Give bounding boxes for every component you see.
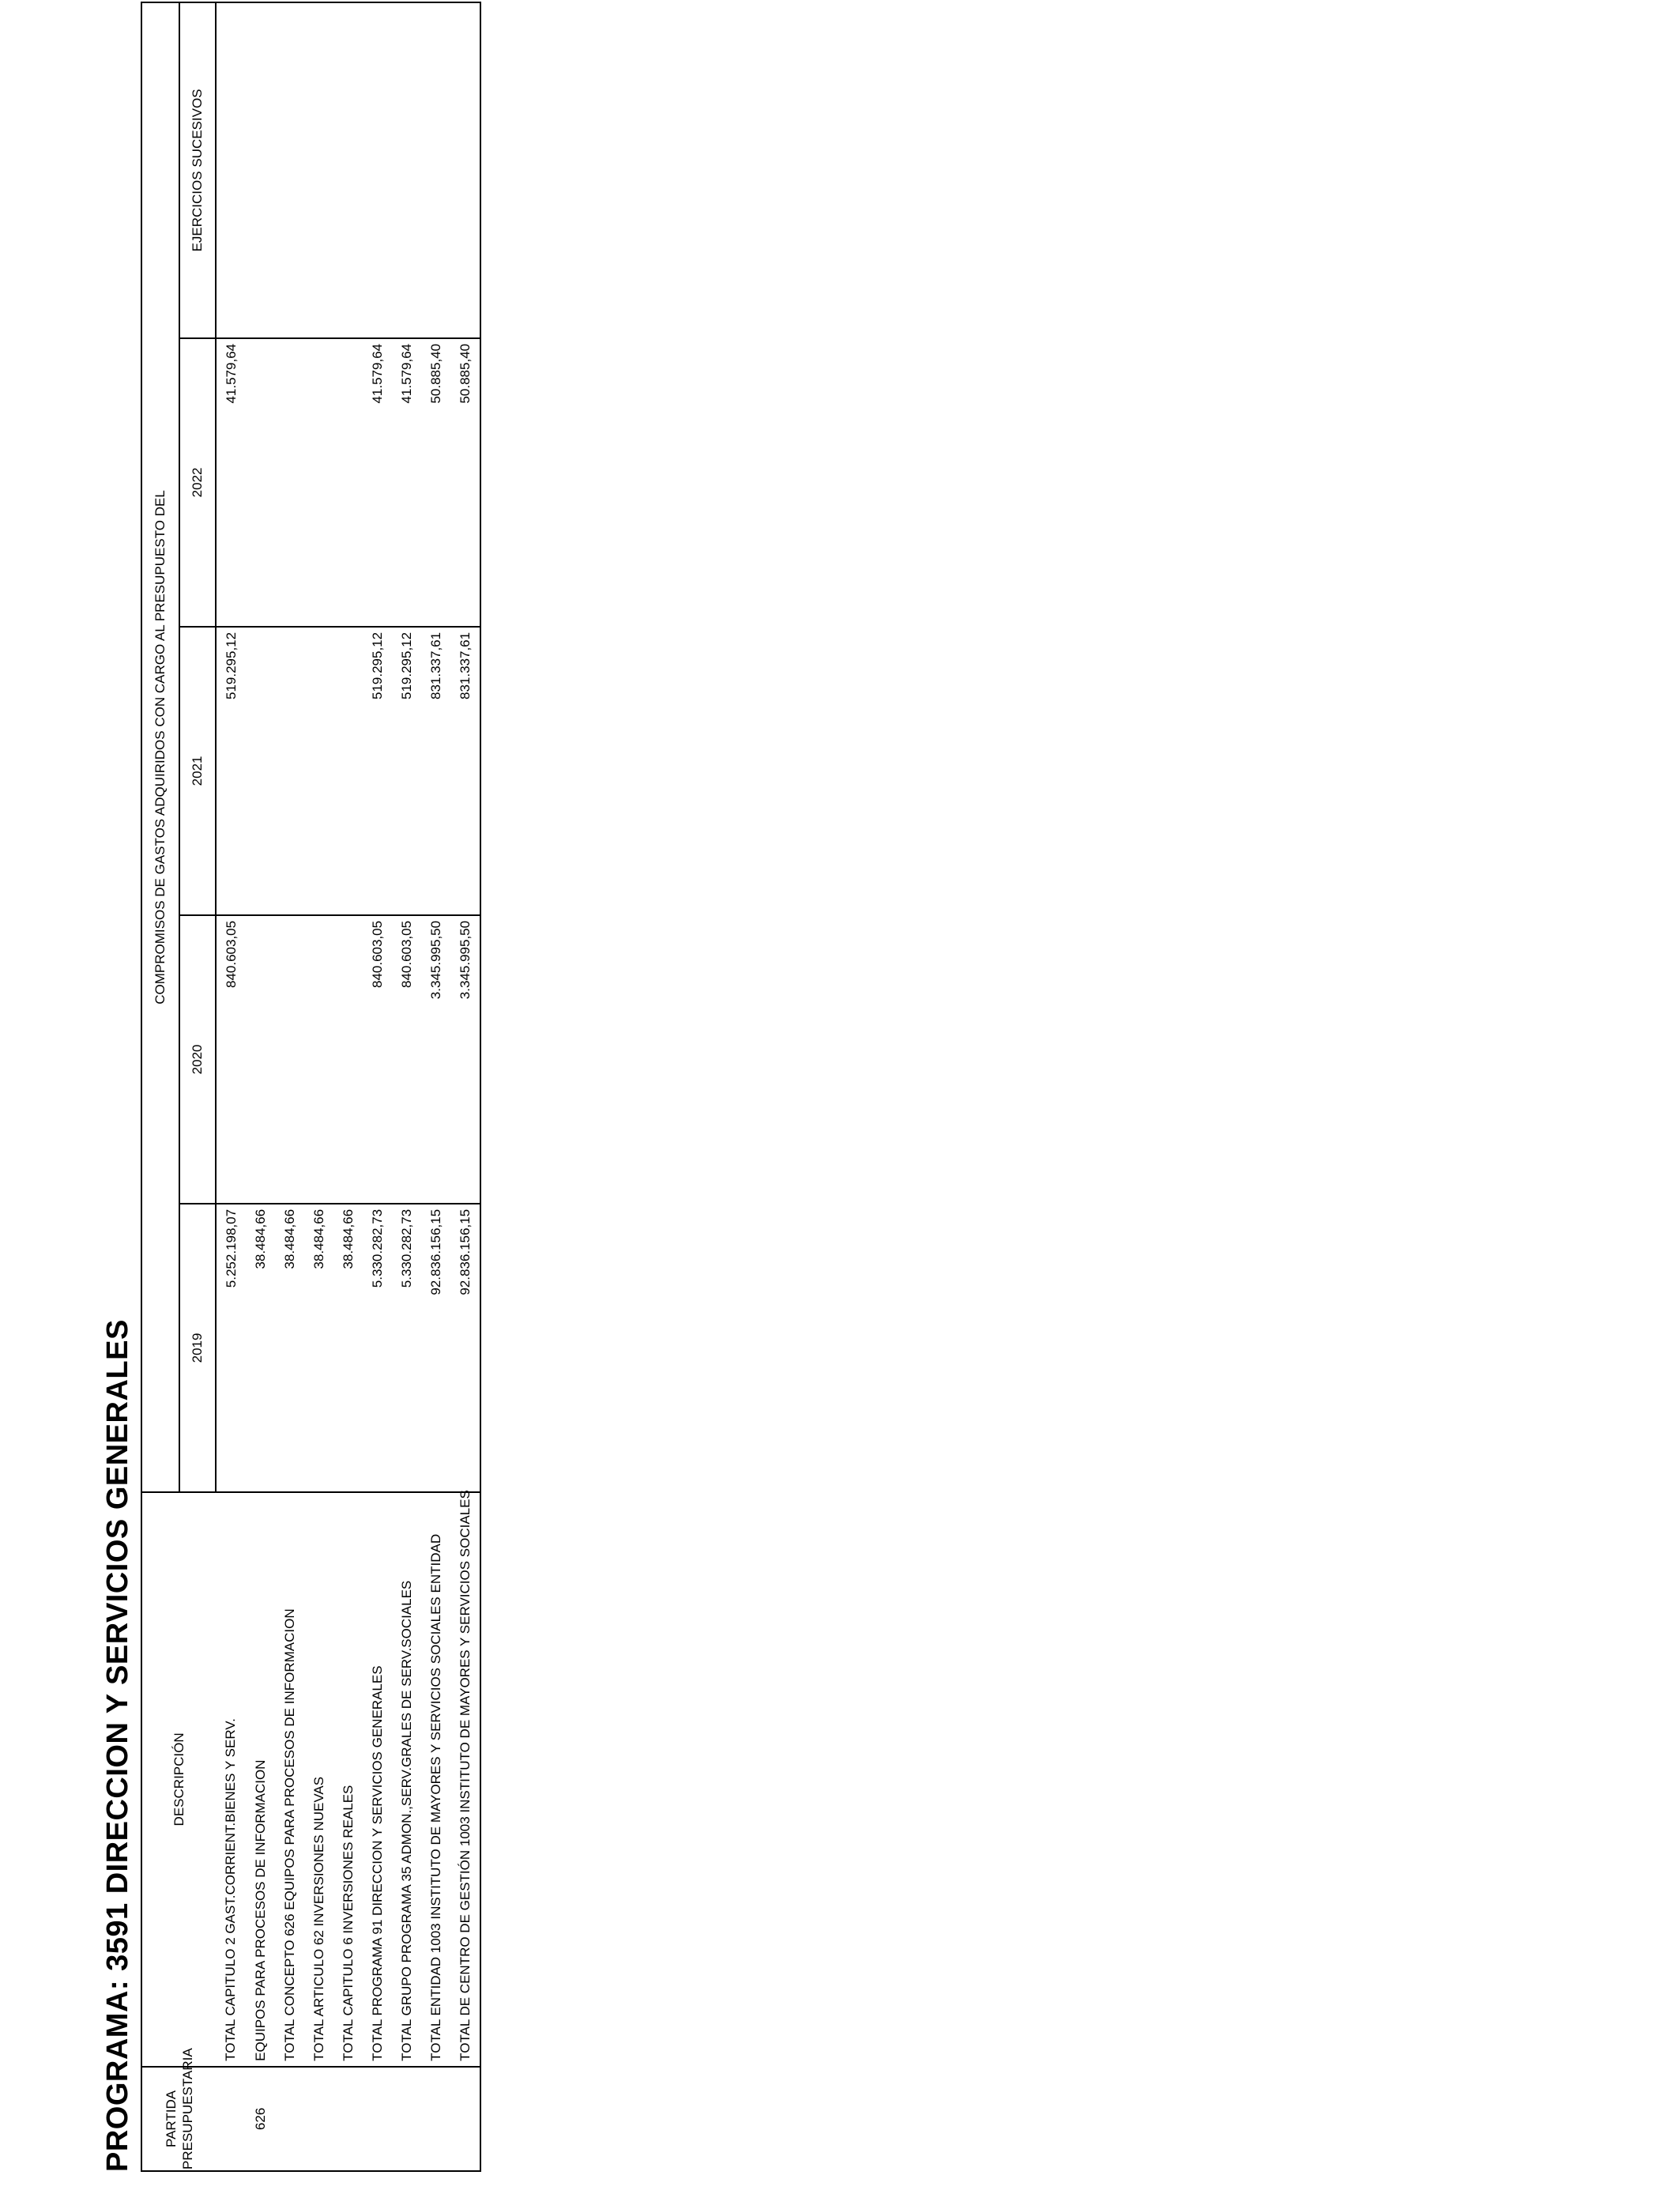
cell-2020 [275,915,304,1204]
cell-partida [450,2067,480,2171]
cell-descripcion: TOTAL GRUPO PROGRAMA 35 ADMON.,SERV.GRALES DE SERV.SOCIALES [392,1492,421,2067]
table-row [246,2,275,2171]
table-row [333,2,363,2171]
cell-sucesivos [363,2,392,338]
header-year-2022: 2022 [179,338,216,627]
table-body [216,2,480,2171]
cell-2020: 3.345.995,50 [421,915,450,1204]
cell-descripcion: TOTAL PROGRAMA 91 DIRECCION Y SERVICIOS GENERALES [363,1492,392,2067]
cell-2021: 519.295,12 [392,627,421,915]
cell-sucesivos [304,2,333,338]
cell-2022 [333,338,363,627]
cell-partida [216,2067,246,2171]
cell-2021: 831.337,61 [421,627,450,915]
cell-2020 [304,915,333,1204]
cell-2021: 519.295,12 [216,627,246,915]
header-year-2021: 2021 [179,627,216,915]
header-partida [141,2048,216,2171]
cell-2021 [333,627,363,915]
budget-table [141,2,481,2172]
cell-descripcion: TOTAL CAPITULO 2 GAST.CORRIENT.BIENES Y SERV. [216,1492,246,2067]
cell-partida: 626 [246,2067,275,2171]
page-title: PROGRAMA: 3591 DIRECCION Y SERVICIOS GENERALES [101,1319,134,2172]
header-ejercicios-sucesivos: EJERCICIOS SUCESIVOS [179,2,216,338]
cell-sucesivos [275,2,304,338]
cell-2020 [246,915,275,1204]
cell-2019: 92.836.156,15 [450,1204,480,1492]
cell-2021 [246,627,275,915]
cell-descripcion: TOTAL ENTIDAD 1003 INSTITUTO DE MAYORES Y SERVICIOS SOCIALES ENTIDAD [421,1492,450,2067]
cell-2021: 519.295,12 [363,627,392,915]
cell-2019: 5.252.198,07 [216,1204,246,1492]
header-partida-line1: PARTIDA [163,2090,179,2147]
cell-2021: 831.337,61 [450,627,480,915]
cell-sucesivos [246,2,275,338]
cell-2022: 41.579,64 [363,338,392,627]
table-row [392,2,421,2171]
cell-descripcion: TOTAL CAPITULO 6 INVERSIONES REALES [333,1492,363,2067]
cell-2022: 41.579,64 [216,338,246,627]
table-row [363,2,392,2171]
cell-2019: 5.330.282,73 [392,1204,421,1492]
cell-2022 [275,338,304,627]
cell-sucesivos [392,2,421,338]
cell-2020 [333,915,363,1204]
cell-descripcion: EQUIPOS PARA PROCESOS DE INFORMACION [246,1492,275,2067]
cell-partida [304,2067,333,2171]
header-year-2020: 2020 [179,915,216,1204]
cell-2019: 5.330.282,73 [363,1204,392,1492]
header-descripcion: DESCRIPCIÓN [141,1492,216,2067]
cell-2019: 92.836.156,15 [421,1204,450,1492]
cell-2021 [304,627,333,915]
cell-2022: 50.885,40 [421,338,450,627]
cell-2019: 38.484,66 [246,1204,275,1492]
table-row [275,2,304,2171]
table-row [450,2,480,2171]
cell-2022: 50.885,40 [450,338,480,627]
cell-2019: 38.484,66 [275,1204,304,1492]
cell-2021 [275,627,304,915]
cell-descripcion: TOTAL CONCEPTO 626 EQUIPOS PARA PROCESOS DE INFORMACION [275,1492,304,2067]
cell-2020: 840.603,05 [392,915,421,1204]
cell-2020: 840.603,05 [363,915,392,1204]
cell-2020: 3.345.995,50 [450,915,480,1204]
cell-2020: 840.603,05 [216,915,246,1204]
cell-descripcion: TOTAL DE CENTRO DE GESTIÓN 1003 INSTITUTO DE MAYORES Y SERVICIOS SOCIALES [450,1492,480,2067]
cell-partida [333,2067,363,2171]
cell-2019: 38.484,66 [304,1204,333,1492]
cell-partida [363,2067,392,2171]
header-year-2019: 2019 [179,1204,216,1492]
cell-2022: 41.579,64 [392,338,421,627]
cell-sucesivos [333,2,363,338]
cell-sucesivos [216,2,246,338]
cell-2019: 38.484,66 [333,1204,363,1492]
table-row [304,2,333,2171]
cell-2022 [246,338,275,627]
cell-sucesivos [421,2,450,338]
cell-2022 [304,338,333,627]
table-row [216,2,246,2171]
cell-descripcion: TOTAL ARTICULO 62 INVERSIONES NUEVAS [304,1492,333,2067]
header-partida-line2: PRESUPUESTARIA [179,2048,195,2169]
cell-sucesivos [450,2,480,338]
cell-partida [421,2067,450,2171]
header-compromisos: COMPROMISOS DE GASTOS ADQUIRIDOS CON CARGO AL PRESUPUESTO DEL [141,2,179,1492]
cell-partida [275,2067,304,2171]
table-header [141,2,216,2171]
cell-partida [392,2067,421,2171]
table-row [421,2,450,2171]
